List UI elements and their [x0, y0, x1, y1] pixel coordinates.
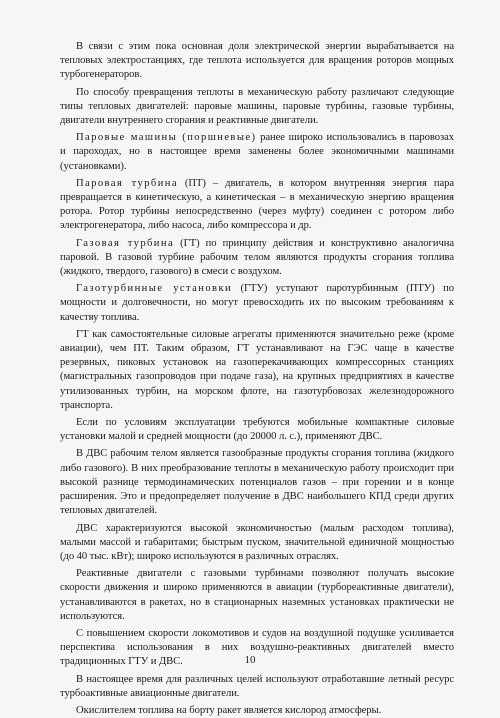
- body-text: [60, 40, 454, 718]
- page-number: 10: [244, 654, 256, 666]
- paragraph-text: Окислителем топлива на борту ракет является кислород атмосферы.: [76, 704, 382, 716]
- paragraph-7: [60, 328, 454, 413]
- spaced-term: Газотурбинные установки: [76, 283, 233, 295]
- paragraph-text: ГТ как самостоятельные силовые агрегаты применяются значительно реже (кроме авиации), чем ПТ. Таким образом, ГТ устанавливают на ГЭС чаще в качестве резервных, пиковых установок на газоперекачивающих компрессорных станциях (магистральных газопроводов при подаче газа), на крупных предприятиях в качестве утилизованных турбин, на морском флоте, на газотурбовозах железнодорожного транспорта.: [60, 328, 454, 411]
- paragraph-3: [60, 131, 454, 174]
- paragraph-text: ДВС характеризуются высокой экономичностью (малым расходом топлива), малыми массой и габаритами; быстрым пуском, значительной единичной мощностью (до 40 тыс. кВт); широко используются в различных отраслях.: [60, 522, 454, 562]
- paragraph-11: [60, 567, 454, 624]
- paragraph-1: [60, 40, 454, 83]
- paragraph-9: [60, 447, 454, 518]
- paragraph-14: [60, 704, 454, 718]
- spaced-term: Паровые машины (поршневые): [76, 132, 257, 144]
- paragraph-2: [60, 86, 454, 129]
- paragraph-text: Если по условиям эксплуатации требуются мобильные компактные силовые установки малой и средней мощности (до 20000 л. с.), применяют ДВС.: [60, 417, 454, 443]
- paragraph-6: [60, 282, 454, 325]
- paragraph-text: С повышением скорости локомотивов и судов на воздушной подушке усиливается перспектива использования в них воздушно-реактивных двигателей вместо традиционных ГТУ и ДВС.: [60, 627, 454, 668]
- paragraph-text: (ГТУ) уступают паротурбинным (ПТУ) по мощности и долговечности, но могут превосходить их по высоким требованиям к качеству топлива.: [60, 283, 454, 323]
- paragraph-text: ранее широко использовались в паровозах и пароходах, но в настоящее время заменены более экономичными машинами (установками).: [60, 132, 454, 172]
- paragraph-text: Реактивные двигатели с газовыми турбинами позволяют получать высокие скорости движения и широко применяются в авиации (турбореактивные двигатели), устанавливаются в ракетах, но в стационарных наземных установках практически не используются.: [60, 568, 454, 622]
- paragraph-4: [60, 177, 454, 234]
- spaced-term: Газовая турбина: [76, 237, 175, 249]
- spaced-term: Паровая турбина: [76, 177, 178, 189]
- paragraph-text: В ДВС рабочим телом является газообразные продукты сгорания топлива (жидкого либо газового). В них преобразование теплоты в механическую работу происходит при высокой разнице термодинамических потенциалов газов – при горении и в конце расширения. Это и предопределяет получение в ДВС наибольшего КПД среди других тепловых двигателей.: [60, 448, 454, 517]
- paragraph-8: [60, 416, 454, 444]
- paragraph-text: В связи с этим пока основная доля электрической энергии вырабатывается на тепловых электростанциях, где теплота используется для вращения роторов мощных турбогенераторов.: [60, 41, 454, 81]
- paragraph-text: В настоящее время для различных целей используют отработавшие летный ресурс турбоактивные авиационные двигатели.: [60, 673, 454, 699]
- paragraph-5: [60, 237, 454, 280]
- paragraph-text: (ПТ) – двигатель, в котором внутренняя энергия пара превращается в кинетическую, а кинетическая – в механическую энергию вращения ротора. Ротор турбины непосредственно (через муфту) соединен с ротором либо электрогенератора, либо насоса, либо компрессора и др.: [60, 177, 454, 232]
- paragraph-text: (ГТ) по принципу действия и конструктивно аналогична паровой. В газовой турбине рабочим телом являются продукты сгорания топлива (жидкого, твердого, газового) в смеси с воздухом.: [60, 237, 454, 278]
- paragraph-text: По способу превращения теплоты в механическую работу различают следующие типы тепловых двигателей: паровые машины, паровые турбины, газовые турбины, двигатели внутреннего сгорания и реактивные двигатели.: [60, 86, 454, 127]
- paragraph-13: [60, 673, 454, 701]
- paragraph-10: [60, 522, 454, 565]
